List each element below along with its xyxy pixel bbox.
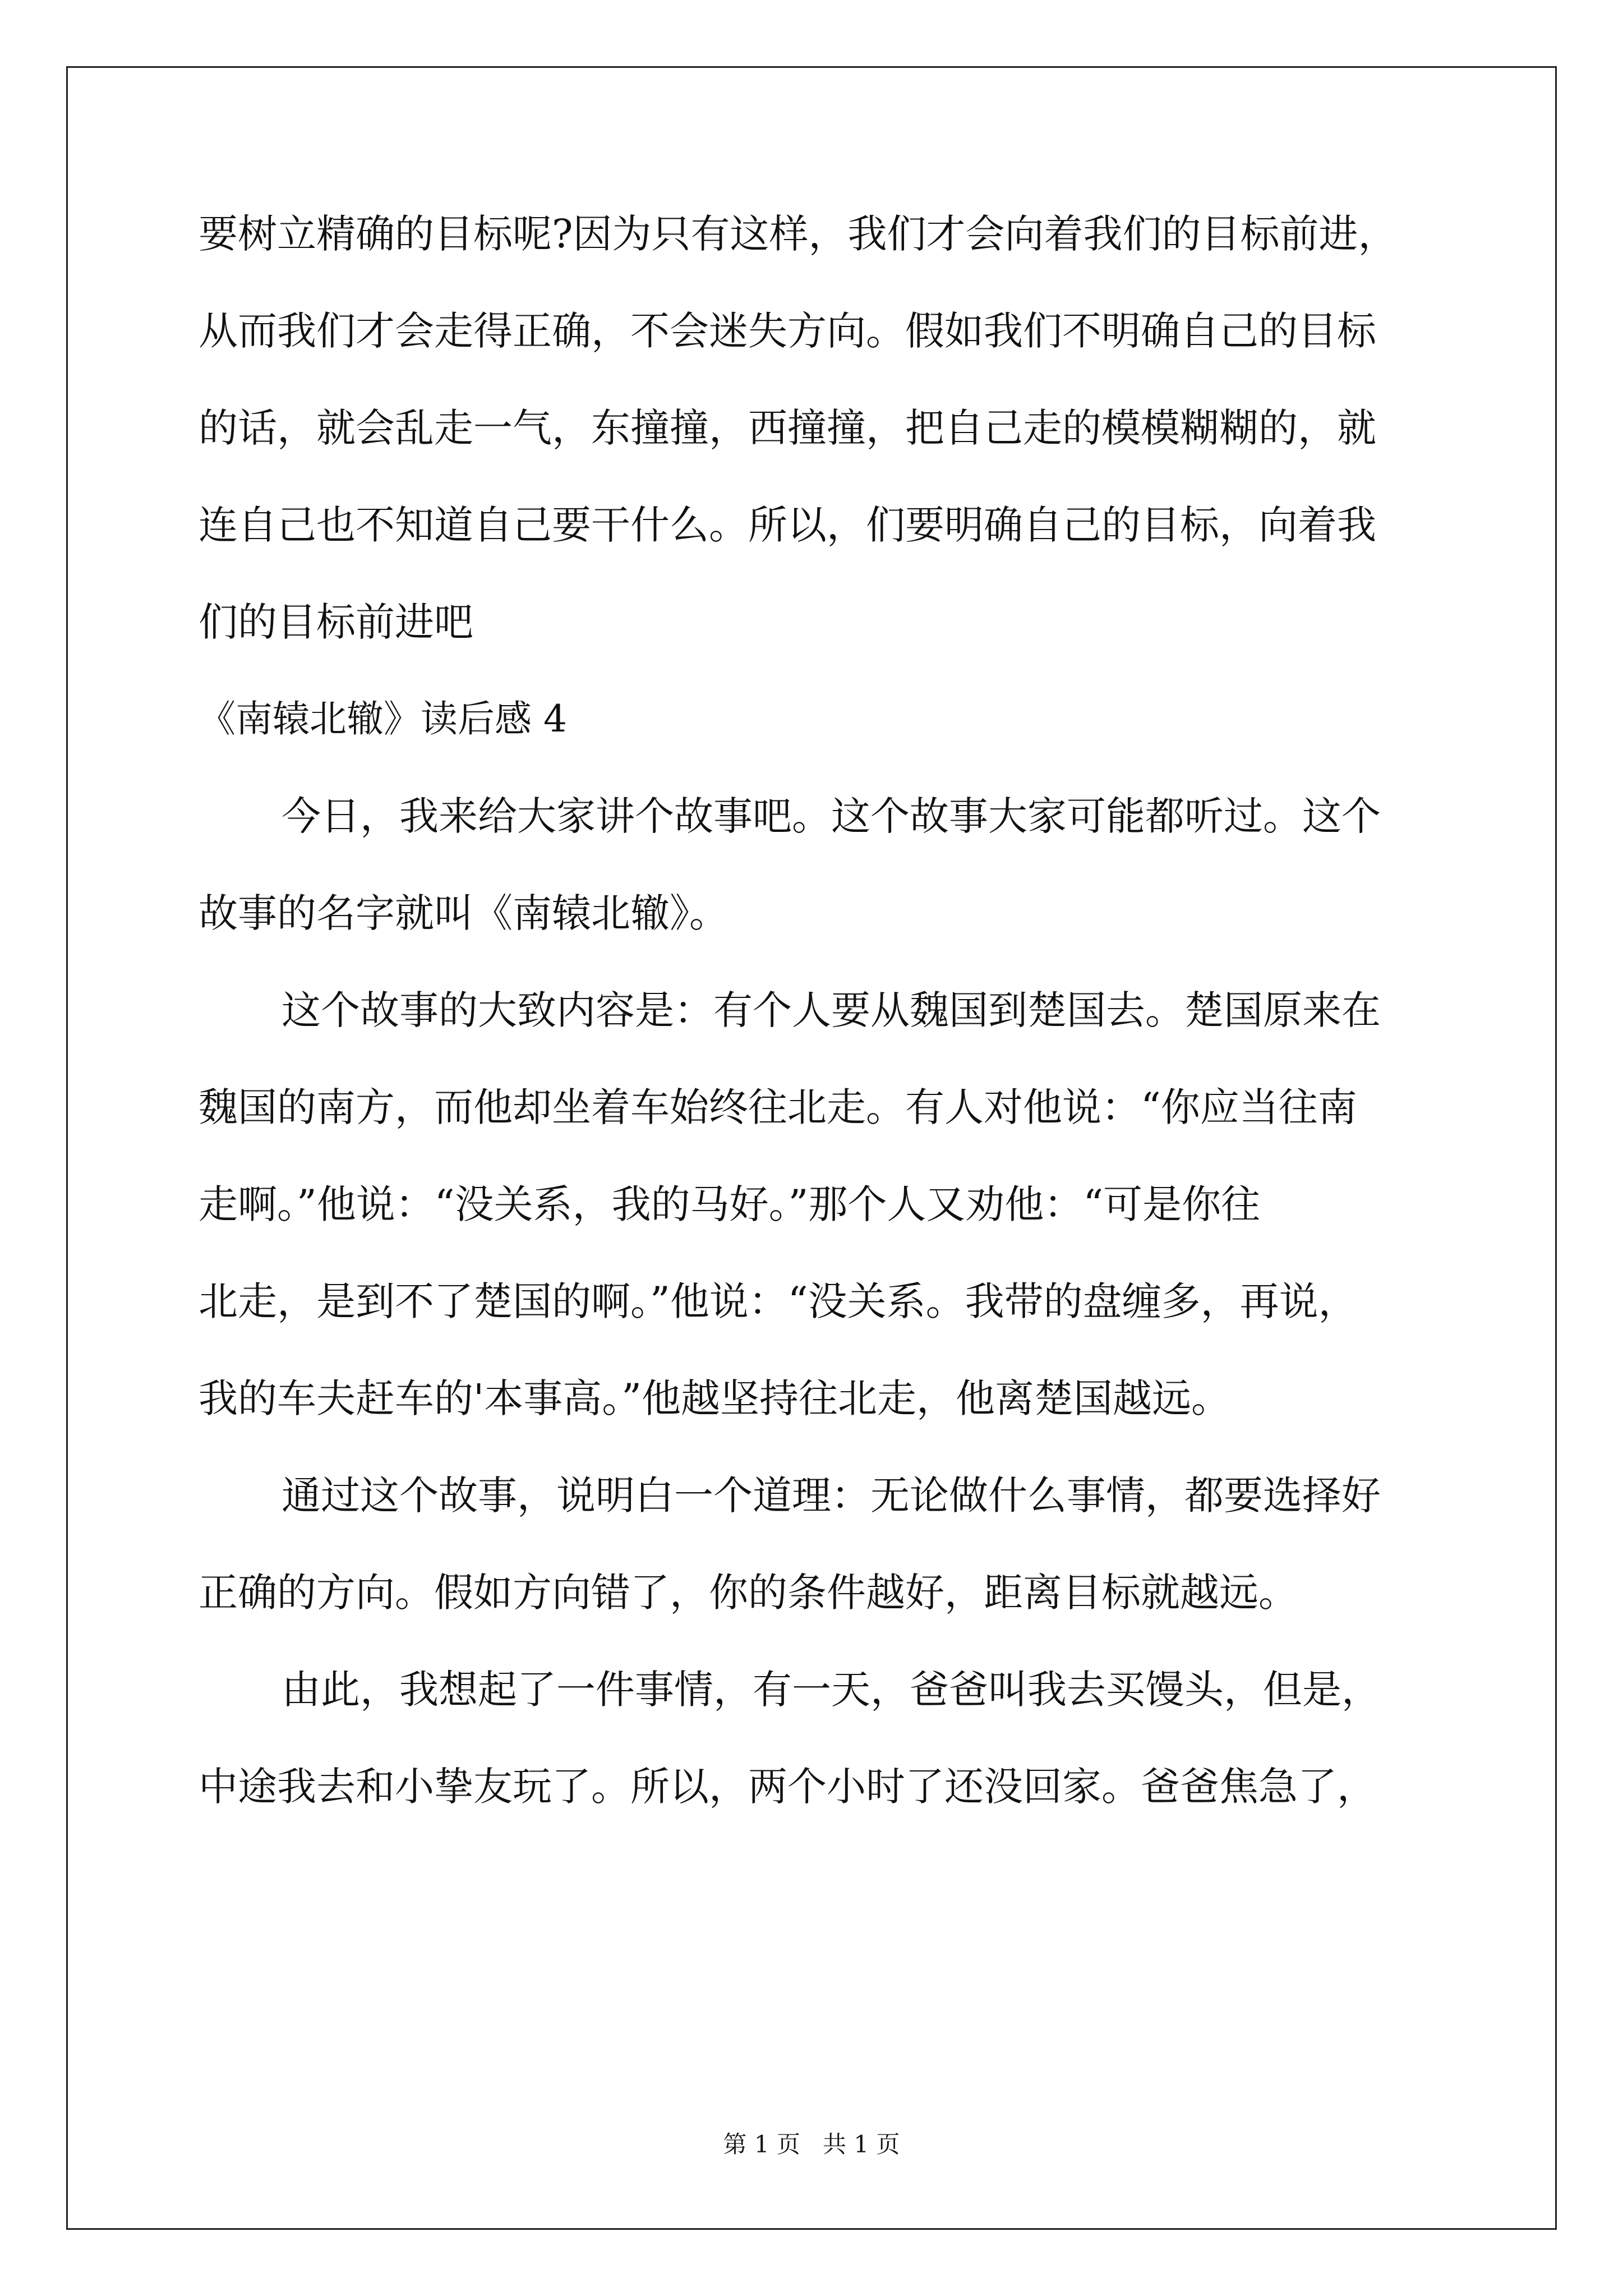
paragraph-first-line: 这个故事的大致内容是：有个人要从魏国到楚国去。楚国原来在: [282, 987, 1381, 1033]
section-heading: 《南辕北辙》读后感 4: [199, 697, 567, 740]
text-line: 中途我去和小挚友玩了。所以，两个小时了还没回家。爸爸焦急了，: [199, 1764, 1376, 1810]
text-line: 魏国的南方，而他却坐着车始终往北走。有人对他说：“你应当往南: [199, 1084, 1357, 1130]
paragraph-first-line: 今日，我来给大家讲个故事吧。这个故事大家可能都听过。这个: [282, 793, 1381, 839]
text-line: 北走，是到不了楚国的啊。”他说：“没关系。我带的盘缠多，再说，: [199, 1278, 1358, 1324]
text-line: 走啊。”他说：“没关系，我的马好。”那个人又劝他：“可是你往: [199, 1181, 1261, 1227]
page-number-footer: 第 1 页 共 1 页: [723, 2131, 900, 2158]
text-line: 要树立精确的目标呢?因为只有这样，我们才会向着我们的目标前进，: [199, 211, 1398, 257]
paragraph-first-line: 由此，我想起了一件事情，有一天，爸爸叫我去买馒头，但是，: [282, 1667, 1381, 1713]
text-line: 从而我们才会走得正确，不会迷失方向。假如我们不明确自己的目标: [199, 308, 1376, 354]
text-line: 们的目标前进吧: [199, 599, 473, 645]
paragraph-first-line: 通过这个故事，说明白一个道理：无论做什么事情，都要选择好: [282, 1473, 1381, 1519]
text-line: 正确的方向。假如方向错了，你的条件越好，距离目标就越远。: [199, 1570, 1298, 1616]
text-line: 故事的名字就叫《南辕北辙》。: [199, 890, 728, 936]
text-line: 连自己也不知道自己要干什么。所以，们要明确自己的目标，向着我: [199, 502, 1376, 548]
text-line: 的话，就会乱走一气，东撞撞，西撞撞，把自己走的模模糊糊的，就: [199, 405, 1376, 451]
document-body: [199, 211, 1466, 1864]
text-line: 我的车夫赶车的'本事高。”他越坚持往北走，他离楚国越远。: [199, 1375, 1231, 1421]
